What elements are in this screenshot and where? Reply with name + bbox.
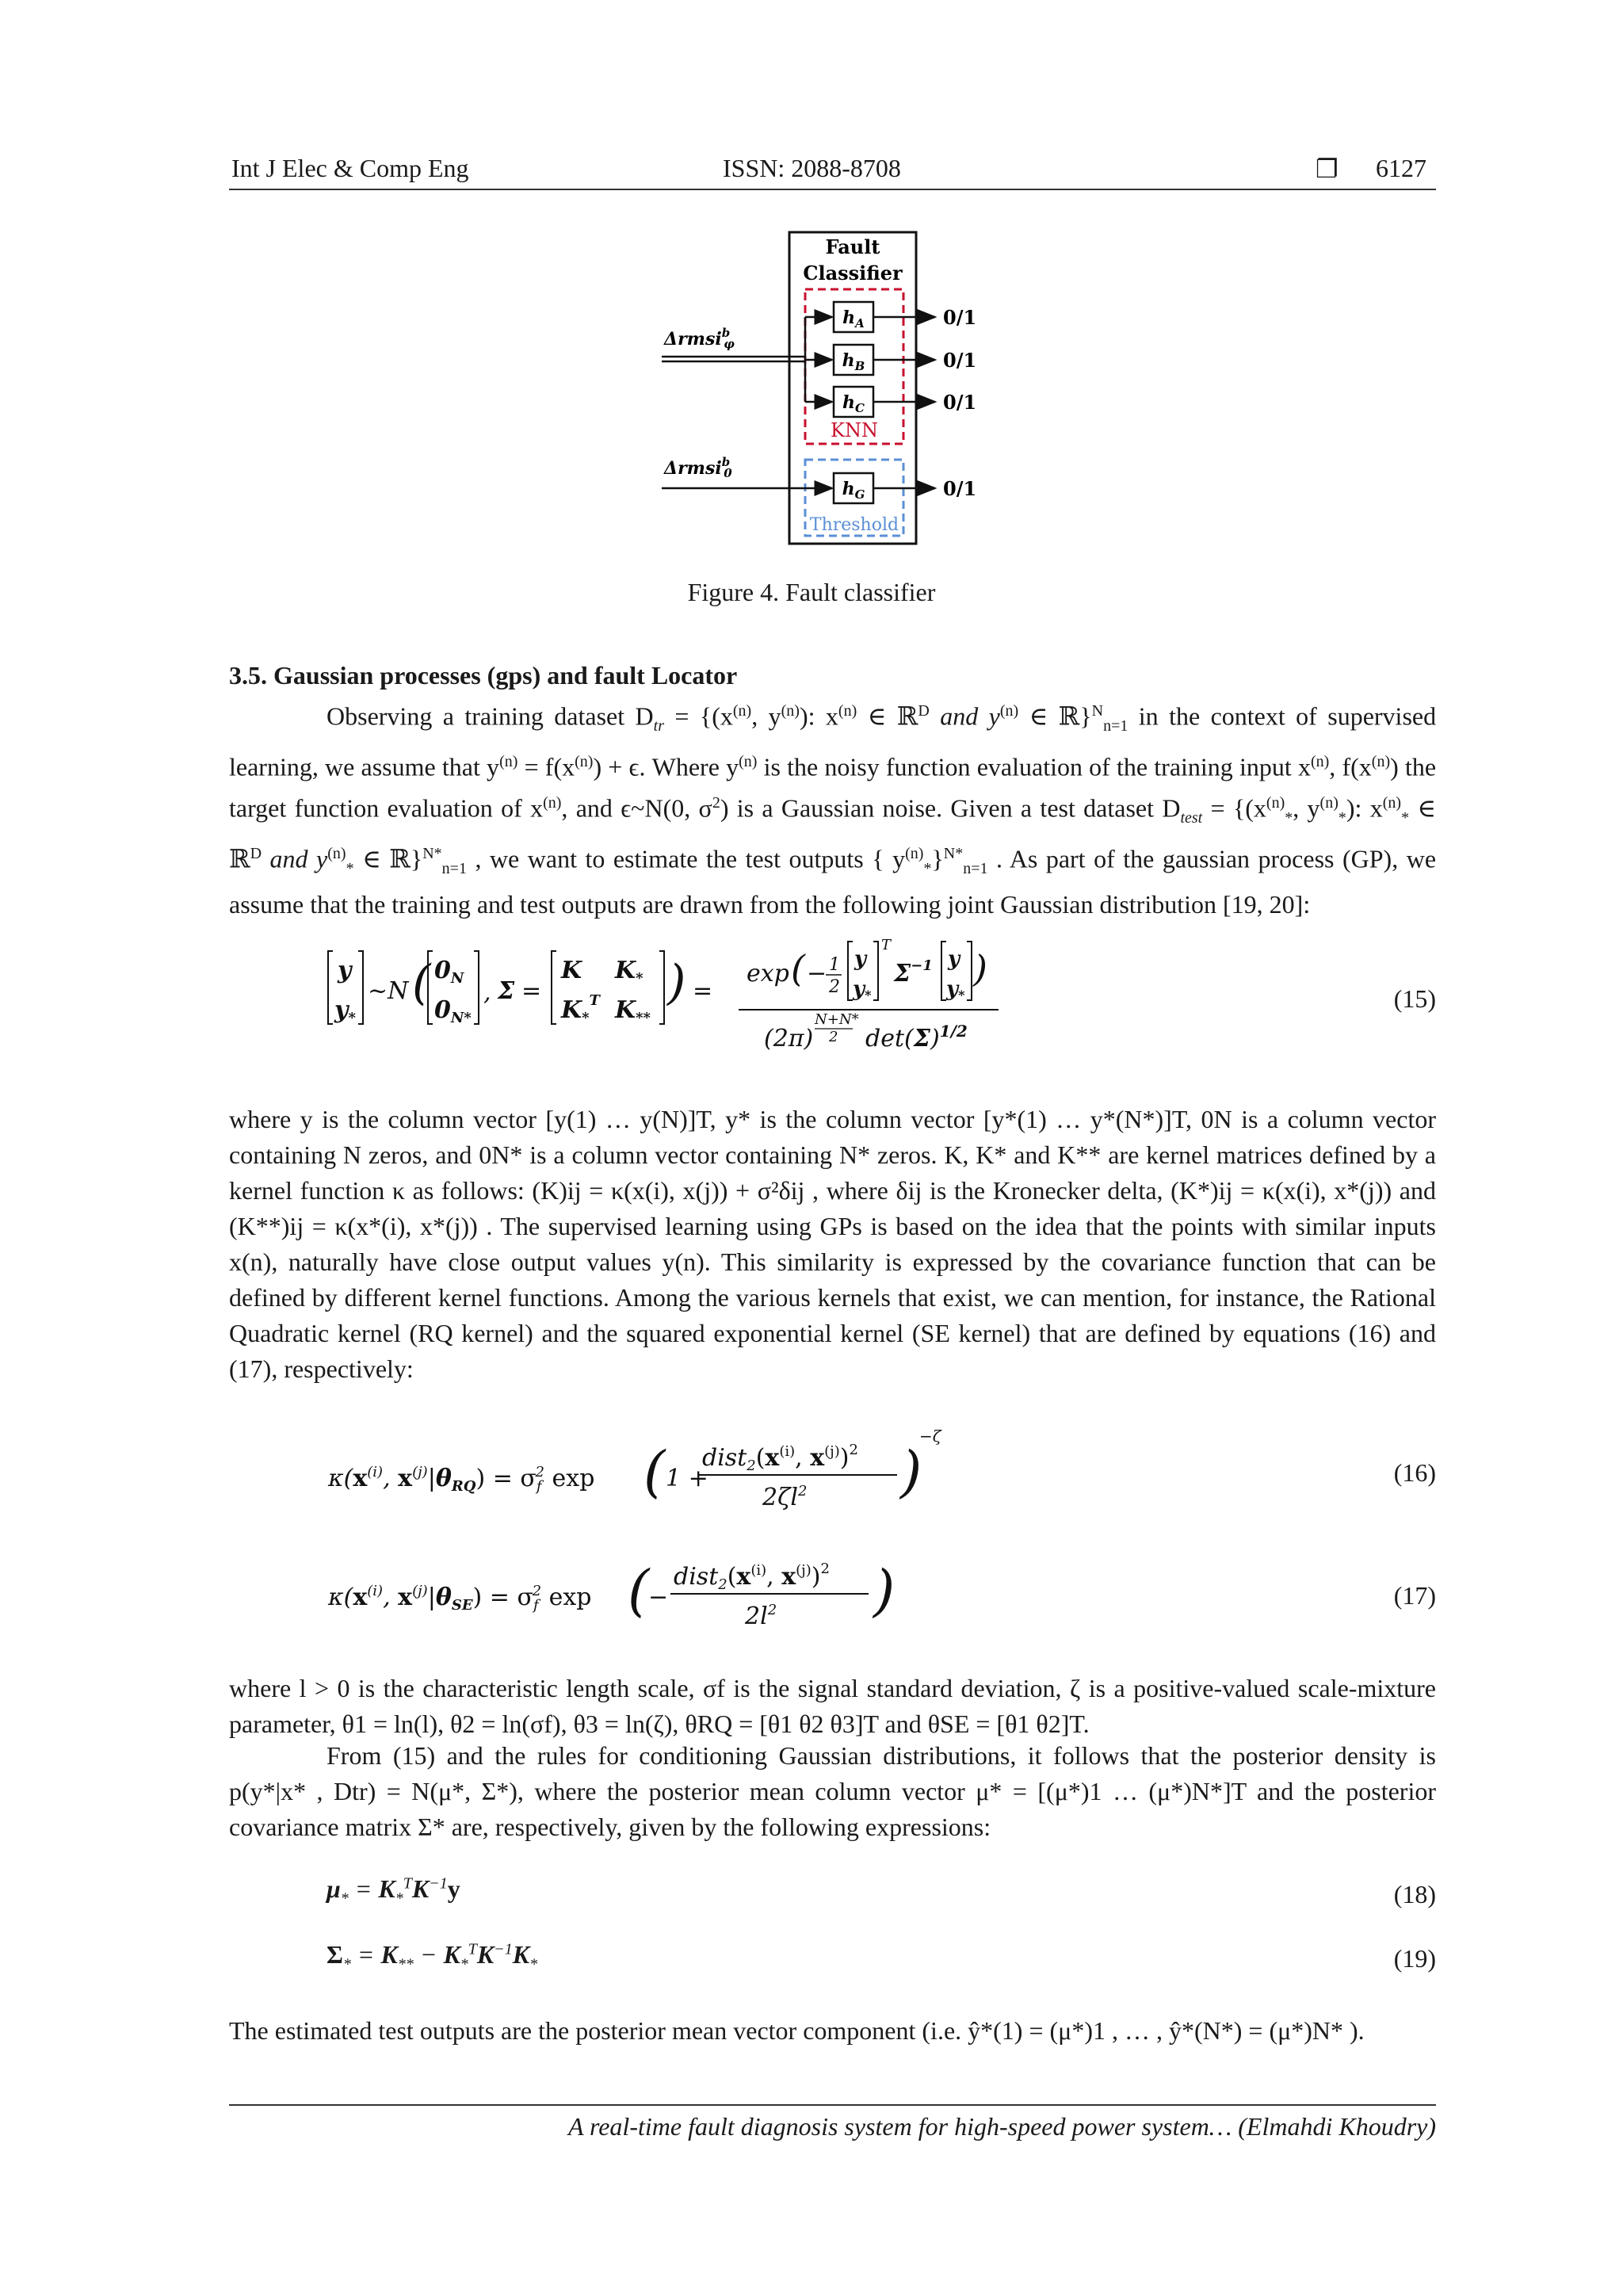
equation-18-number: (18) (1393, 1880, 1436, 1908)
svg-text:y*: y* (946, 977, 965, 1003)
equation-17-render (327, 1541, 960, 1645)
output-b: 0/1 (943, 349, 977, 372)
svg-text:(2π): (2π) (764, 1025, 814, 1052)
running-title: A real-time fault diagnosis system for high-speed power system… (Elmahdi Khoudry) (567, 2112, 1436, 2141)
input-phase-label: Δrmsi$^b$ φ (664, 326, 735, 351)
svg-text:det(Σ)1/2: $\det(\Sigma)^{1/2}$ (865, 1022, 968, 1052)
equation-17 (327, 1541, 960, 1651)
svg-text:(: ( (791, 947, 805, 990)
svg-text:2: 2 (829, 1029, 838, 1045)
svg-text:): ) (973, 947, 987, 990)
paragraph-kernels: where y is the column vector [y(1) … y(N)]T, y* is the column vector [y*(1) … y*(N*)]T, 0N is a column vector containing N zeros, and 0N* is a column vector containing N* zeros. K, K* and K** are kernel matrices defined by a kernel function κ as follows: (K)ij = κ(x(i), x(j)) + σ²δij , where δij is the Kronecker delta, (K*)ij = κ(x(i), x*(j)) and (K**)ij = κ(x*(i), x*(j)) . The supervised learning using GPs is based on the idea that the points with similar inputs x(n), naturally have close output values y(n). This similarity is expressed by the covariance function that can be defined by different kernel functions. Among the various kernels that exist, we can mention, for instance, the Rational Quadratic kernel (RQ kernel) and the squared exponential kernel (SE kernel) that are defined by equations (16) and (17), respectively: (229, 1105, 1436, 1383)
svg-text:(: ( (628, 1558, 650, 1623)
svg-text:exp: exp (747, 960, 789, 988)
paragraph-estimated-outputs: The estimated test outputs are the posterior mean vector component (i.e. ŷ*(1) = (μ*)1 , … , ŷ*(N*) = (μ*)N* ). (229, 2016, 1365, 2045)
output-c: 0/1 (943, 391, 977, 414)
page-number: 6127 (1376, 154, 1426, 182)
svg-text:2ζl2: $2\zeta l^2$ (762, 1483, 808, 1511)
svg-text:y: y (948, 947, 960, 971)
svg-text:hB: $h_B$ (842, 350, 865, 373)
svg-text:1 +: 1 + (666, 1465, 708, 1492)
svg-text:κ(x(i), x(j)|θRQ) = σf2 exp: $\kappa(x^{(i)}$, $x^{(j)}|\theta_{RQ}) = \sigma_f2$ exp (328, 1464, 595, 1495)
svg-text:Σ−1: $\Sigma^{-1}$ (894, 957, 933, 988)
svg-text:N+N*: N+N* (815, 1011, 859, 1028)
svg-text:−: − (648, 1584, 669, 1611)
classifier-title-line1: Fault (825, 235, 880, 258)
input-zero-label: Δrmsi$^b$ 0 (664, 455, 732, 480)
svg-text:0N: $0_N$ (434, 957, 464, 987)
svg-text:y*: $y_*$ (334, 996, 356, 1026)
svg-text:1: 1 (829, 955, 840, 975)
paragraph-posterior: From (15) and the rules for conditioning Gaussian distributions, it follows that the posterior density is p(y*|x* , Dtr) = N(μ*, Σ*), where the posterior mean column vector μ* = [(μ*)1 … (μ*)N*]T and the posterior covariance matrix Σ* are, respectively, given by the following expressions: (229, 1741, 1436, 1841)
svg-text:hC: $h_C$ (842, 392, 865, 415)
journal-name: Int J Elec & Comp Eng (231, 154, 469, 182)
fault-classifier-diagram (650, 222, 1006, 555)
svg-text:hA: $h_A$ (842, 308, 865, 330)
svg-text:): ) (667, 955, 686, 1010)
svg-text:(: ( (412, 955, 431, 1010)
svg-text:hG: $h_G$ (842, 479, 865, 502)
equation-16 (327, 1423, 960, 1532)
svg-text:(: ( (643, 1439, 666, 1504)
svg-text:=: = (693, 977, 713, 1005)
output-g: 0/1 (943, 477, 977, 500)
paragraph-hyperparameters: where l > 0 is the characteristic length scale, σf is the signal standard deviation, ζ is a positive-valued scale-mixture parameter, θ1 = ln(l), θ2 = ln(σf), θ3 = ln(ζ), θRQ = [θ1 θ2 θ3]T and θSE = [θ1 θ2]T. (229, 1674, 1436, 1738)
issn: ISSN: 2088-8708 (723, 154, 901, 182)
svg-text:K*T: $K_*^T$ (561, 992, 600, 1026)
svg-text:=: = (521, 977, 542, 1005)
svg-text:κ(x(i), x(j)|θSE) = σf2 exp: $\kappa(x^{(i)}$, $x^{(j)}|\theta_{SE}) = \sigma_f2$ exp (328, 1583, 592, 1614)
threshold-label: Threshold (809, 515, 899, 535)
svg-text:K: K (561, 957, 582, 984)
paragraph-intro: Observing a training dataset $D_{tr} = \{(x^{(n)}$, $y^{(n)}$): $x^{(n)}$ ∈ ℝ$^D$ and $y^{(n)}$ ∈ ℝ}$^N_{n=1}$ in the context of supervised learning, we assume that $y^{(n)} = f(x^{(n)}) + \epsilon$. Where $y^{(n)}$ is the noisy function evaluation of the training input $x^{(n)}$, $f(x^{(n)})$ the target function evaluation of $x^{(n)}$, and ϵ~N(0, $\sigma^2$) is a Gaussian noise. Given a test dataset $D_{test} = \{(x^{(n)}_*$, $y^{(n)}_*$): $x^{(n)}_*$ ∈ ℝ$^D$ and $y^{(n)}_*$ ∈ ℝ}$^{N*}_{n=1}$ , we want to estimate the test outputs { $y^{(n)}_*\}^{N*}_{n=1}$ . As part of the gaussian process (GP), we assume that the training and test outputs are drawn from the following joint Gaussian distribution [19, 20]: (229, 701, 1437, 919)
svg-text:): ) (873, 1558, 896, 1623)
svg-text:K*: $K_*$ (615, 957, 643, 987)
svg-text:dist2(x(i), x(j))2: $dist_2(x^{(i)}$, $x^{(j)})^2$ (674, 1561, 830, 1593)
svg-text:0N*: $0_{N*}$ (434, 996, 472, 1026)
svg-text:y*: y* (853, 977, 872, 1003)
knn-label: KNN (831, 419, 878, 441)
equation-16-render (327, 1423, 960, 1526)
equation-18: $\mu_* = K_*^TK^{-1}y$ (327, 1874, 460, 1908)
svg-text:Σ: Σ (498, 977, 515, 1005)
svg-text:2: 2 (829, 977, 840, 997)
equation-15-number: (15) (1393, 984, 1436, 1013)
svg-text:2l2: $2l^2$ (745, 1602, 777, 1630)
output-a: 0/1 (943, 306, 977, 329)
equation-17-number: (17) (1393, 1581, 1436, 1610)
svg-text:~N: ~N (368, 977, 409, 1005)
equation-16-number: (16) (1393, 1458, 1436, 1487)
svg-text:y: y (338, 957, 352, 984)
svg-text:−: − (807, 960, 827, 988)
svg-text:−ζ: −ζ (919, 1427, 941, 1446)
footer-rule (229, 2104, 1436, 2106)
equation-19-number: (19) (1393, 1944, 1436, 1973)
svg-text:,: , (483, 979, 491, 1007)
svg-text:T: T (881, 937, 892, 953)
figure-caption: Figure 4. Fault classifier (687, 578, 936, 606)
svg-text:K**: $K_{**}$ (615, 996, 651, 1026)
box-icon: ❐ (1316, 155, 1338, 183)
svg-text:y: y (854, 947, 867, 971)
svg-text:dist2(x(i), x(j))2: $dist_2(x^{(i)}$, $x^{(j)})^2$ (702, 1442, 858, 1474)
section-title: 3.5. Gaussian processes (gps) and fault Locator (229, 661, 738, 690)
fault-classifier-figure (650, 222, 1006, 555)
equation-15 (327, 935, 1119, 1084)
header-rule (229, 189, 1436, 190)
equation-19: $\Sigma_* = K_{**} - K_*^TK^{-1}K_*$ (327, 1940, 538, 1973)
equation-15-render (327, 935, 1119, 1078)
classifier-title-line2: Classifier (803, 262, 903, 285)
svg-text:): ) (900, 1439, 922, 1504)
